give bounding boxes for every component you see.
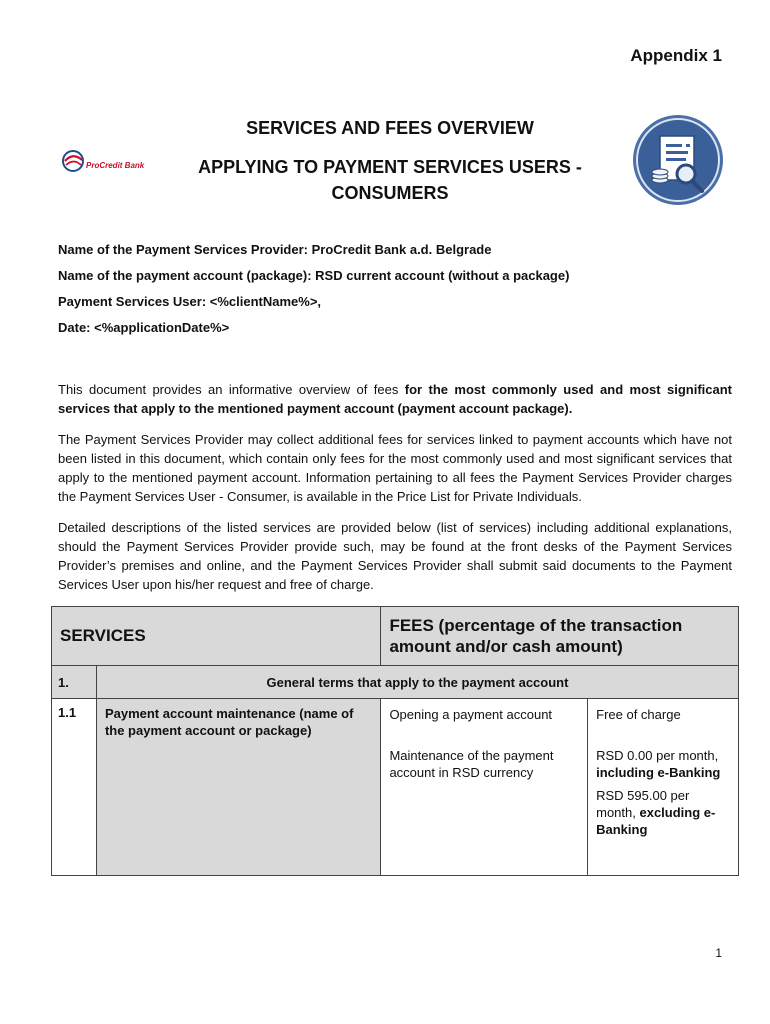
additional-fees-paragraph: The Payment Services Provider may collect additional fees for services linked to payment accounts which have not been listed in this document, which contain only fees for the most commonly used and most significant services that apply to the mentioned payment account. Information pertaining to all fees the Payment Services Provider charges the Payment Services User - Consumer, is available in the Price List for Private Individuals. — [58, 432, 732, 504]
intro-paragraph — [58, 380, 732, 418]
descriptions-paragraph: Detailed descriptions of the listed services are provided below (list of services) including additional explanations, should the Payment Services Provider provide such, may be found at the front desks of the Payment Services Provider’s premises and online, and the Payment Services Provider shall submit said documents to the Payment Services User upon his/her request and free of charge. — [58, 520, 732, 592]
fee-value-with-ebanking-text: RSD 0.00 per month, — [596, 748, 719, 763]
table-header-row — [52, 607, 739, 666]
section-label: General terms that apply to the payment account — [96, 666, 738, 699]
header-services: SERVICES — [52, 607, 381, 666]
procredit-logo — [60, 148, 150, 178]
section-row — [52, 666, 739, 699]
table-row — [52, 699, 739, 876]
provider-name: Name of the Payment Services Provider: ProCredit Bank a.d. Belgrade — [58, 242, 492, 257]
logo-text: ProCredit Bank — [86, 161, 145, 170]
fees-table — [51, 606, 739, 876]
document-subtitle: APPLYING TO PAYMENT SERVICES USERS - CONSUMERS — [198, 157, 582, 203]
payment-user — [58, 294, 321, 309]
fee-value-without-ebanking — [596, 787, 732, 838]
section-number: 1. — [52, 666, 97, 699]
payment-user-label: Payment Services User: — [58, 294, 210, 309]
fee-name-maintenance: Maintenance of the payment account in RSD currency — [389, 748, 554, 780]
intro-normal: This document provides an informative overview of fees — [58, 382, 405, 397]
fee-value-opening-text: Free of charge — [596, 707, 681, 722]
document-title: SERVICES AND FEES OVERVIEW — [246, 118, 534, 138]
fee-names-cell — [381, 699, 588, 876]
fee-name-opening: Opening a payment account — [389, 707, 553, 722]
row-service-name: Payment account maintenance (name of the payment account or package) — [96, 699, 381, 876]
document-search-icon — [632, 114, 724, 206]
header-fees: FEES (percentage of the transaction amount and/or cash amount) — [381, 607, 739, 666]
fee-value-opening — [596, 706, 732, 723]
fee-value-with-ebanking — [596, 747, 732, 781]
intro-bold: for the most commonly used and most significant services that apply to the mentioned payment account (payment account package). — [58, 382, 733, 416]
fee-value-without-ebanking-bold: excluding e-Banking — [596, 805, 716, 837]
fee-values-cell — [588, 699, 739, 876]
row-number: 1.1 — [52, 699, 97, 876]
page-number: 1 — [715, 946, 722, 960]
appendix-label: Appendix 1 — [630, 46, 722, 65]
application-date: Date: <%applicationDate%> — [58, 320, 230, 335]
fee-value-without-ebanking-text: RSD 595.00 per month, — [596, 788, 690, 820]
fee-value-with-ebanking-bold: including e-Banking — [596, 765, 721, 780]
payment-user-value: <%clientName%>, — [209, 294, 322, 309]
account-name: Name of the payment account (package): RSD current account (without a package) — [58, 268, 570, 283]
